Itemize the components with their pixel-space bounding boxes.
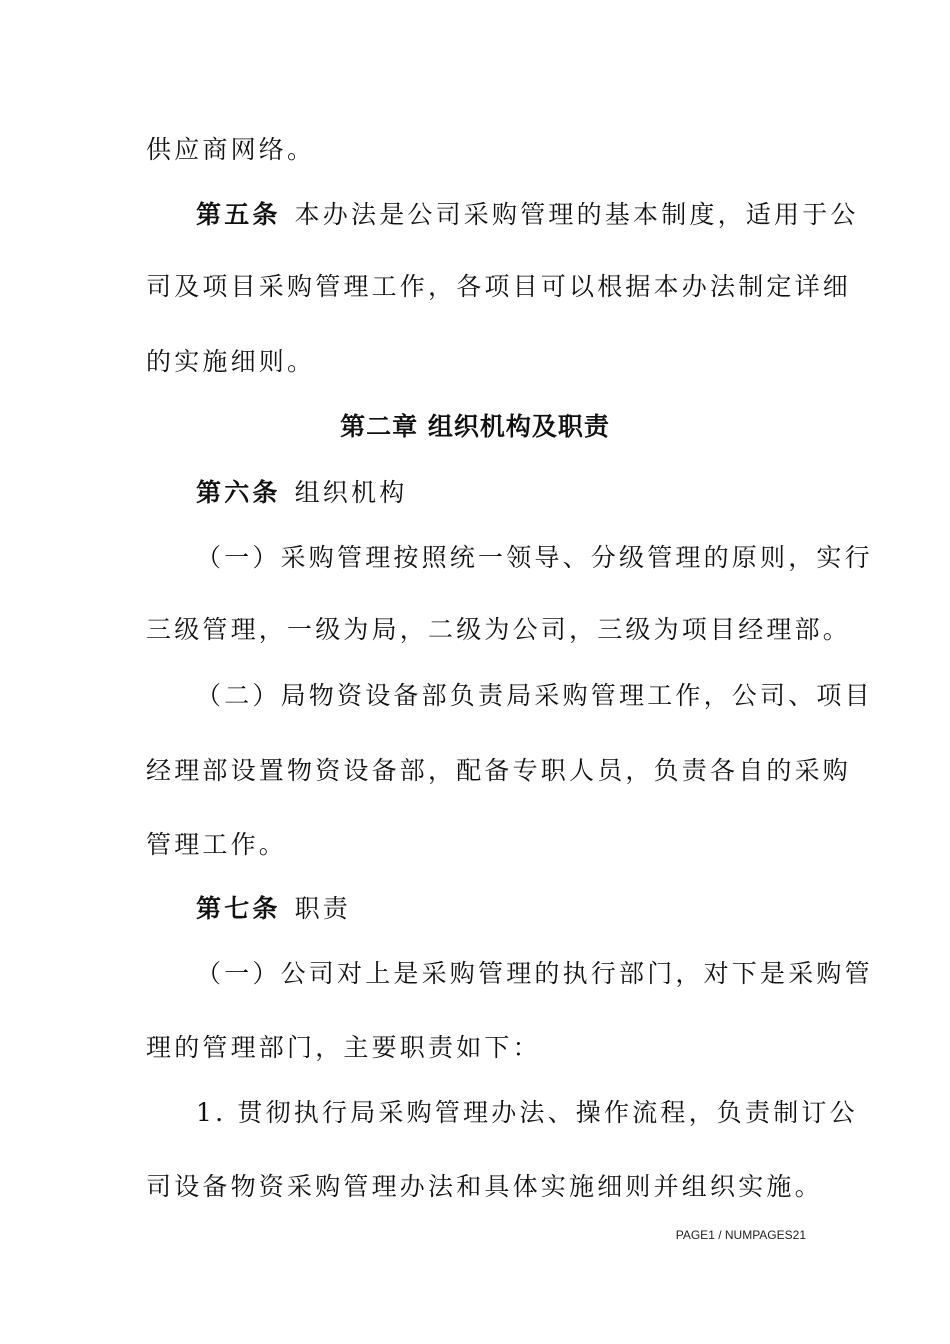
- article-6-text: 组织机构: [294, 478, 408, 507]
- article-6-line: [196, 476, 856, 510]
- article-5-label: 第五条: [196, 200, 281, 229]
- text-line: （一）采购管理按照统一领导、分级管理的原则，实行: [196, 543, 873, 572]
- text-line: 供应商网络。: [146, 135, 316, 164]
- page-number-footer: PAGE1 / NUMPAGES21: [675, 1228, 806, 1242]
- text-line: 经理部设置物资设备部，配备专职人员，负责各自的采购: [146, 756, 852, 785]
- text-line: 司设备物资采购管理办法和具体实施细则并组织实施。: [146, 1172, 823, 1201]
- article-7-label: 第七条: [196, 894, 281, 923]
- article-6-label: 第六条: [196, 478, 281, 507]
- text-line: 理的管理部门，主要职责如下：: [146, 1033, 541, 1062]
- article-5-line: [196, 198, 859, 232]
- article-7-text: 职责: [294, 894, 352, 923]
- text-line: 的实施细则。: [146, 347, 316, 376]
- text-line: （二）局物资设备部负责局采购管理工作，公司、项目: [196, 681, 873, 710]
- article-5-text: 本办法是公司采购管理的基本制度，适用于公: [294, 200, 859, 229]
- text-line: 三级管理，一级为局，二级为公司，三级为项目经理部。: [146, 615, 852, 644]
- text-line: （一）公司对上是采购管理的执行部门，对下是采购管: [196, 959, 873, 988]
- text-line: 司及项目采购管理工作，各项目可以根据本办法制定详细: [146, 272, 852, 301]
- text-line: 1. 贯彻执行局采购管理办法、操作流程，负责制订公: [196, 1098, 858, 1127]
- article-7-line: [196, 892, 856, 926]
- text-line: 管理工作。: [146, 830, 288, 859]
- chapter-heading: 第二章 组织机构及职责: [340, 412, 610, 441]
